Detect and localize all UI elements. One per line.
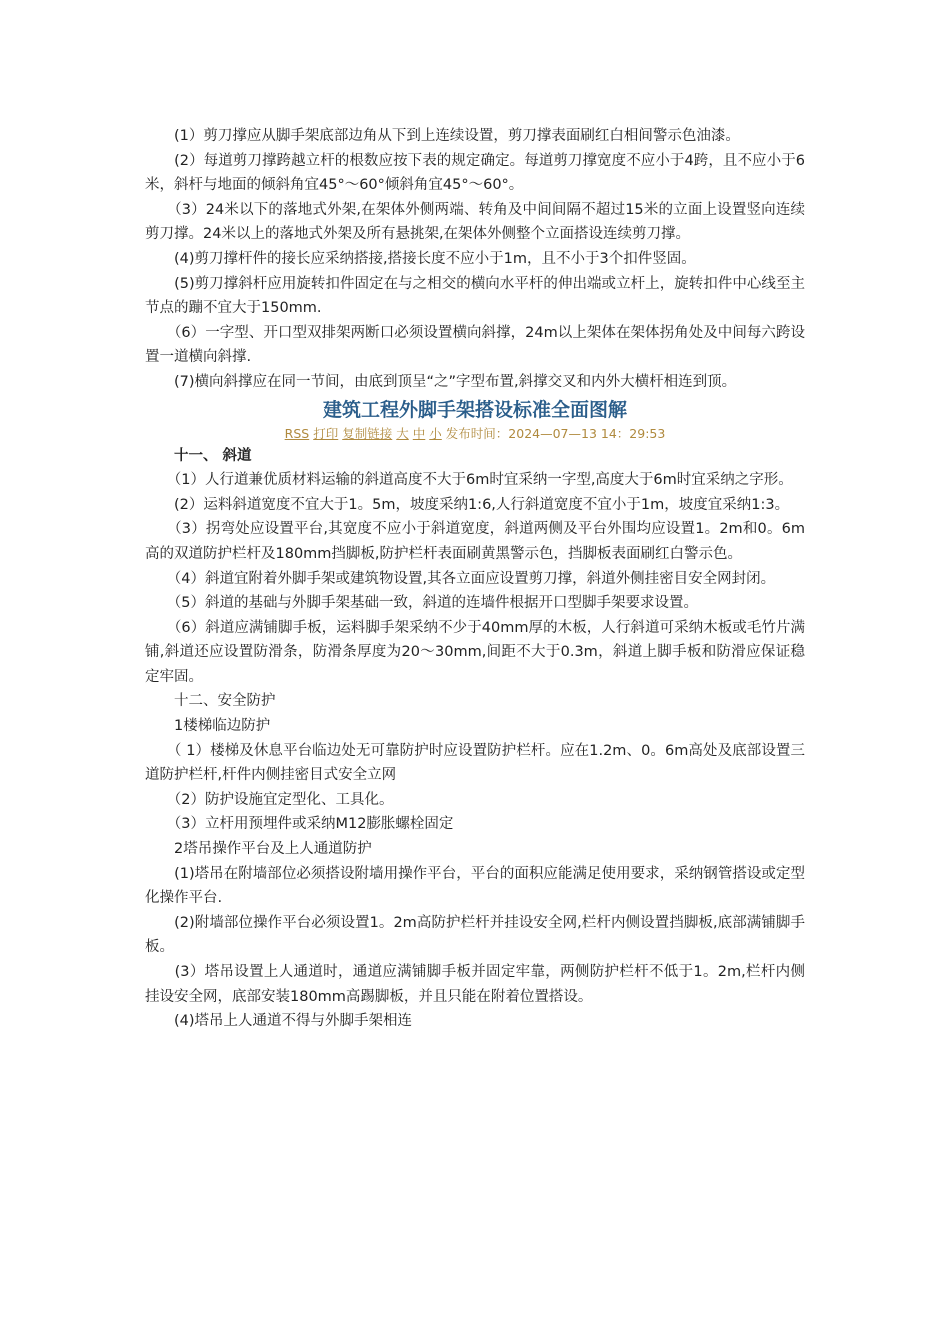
paragraph: （2）防护设施宜定型化、工具化。	[145, 791, 394, 808]
paragraph: （1）人行道兼优质材料运输的斜道高度不大于6m时宜采纳一字型,高度大于6m时宜采纳之字形。	[145, 472, 793, 489]
paragraph: （3）拐弯处应设置平台,其宽度不应小于斜道宽度，斜道两侧及平台外围均应设置1。2m和0。6m高的双道防护栏杆及180mm挡脚板,防护栏杆表面刷黄黑警示色，挡脚板表面刷红白警示色。	[145, 521, 805, 562]
paragraph: (4)塔吊上人通道不得与外脚手架相连	[145, 1013, 413, 1030]
font-medium-link[interactable]: 中	[412, 425, 426, 441]
paragraph: （5）斜道的基础与外脚手架基础一致，斜道的连墙件根据开口型脚手架要求设置。	[145, 595, 698, 612]
paragraph: 1楼梯临边防护	[145, 718, 271, 735]
paragraph: (2）每道剪刀撑跨越立杆的根数应按下表的规定确定。每道剪刀撑宽度不应小于4跨，且不应小于6米，斜杆与地面的倾斜角宜45°～60°倾斜角宜45°～60°。	[145, 152, 805, 194]
section-ramp-and-protection	[145, 468, 805, 1034]
paragraph: （6）斜道应满铺脚手板，运料脚手架采纳不少于40mm厚的木板，人行斜道可采纳木板或毛竹片满铺,斜道还应设置防滑条，防滑条厚度为20～30mm,间距不大于0.3m，斜道上脚手板和防滑应保证稳定牢固。	[145, 619, 805, 685]
paragraph: （4）斜道宜附着外脚手架或建筑物设置,其各立面应设置剪刀撑，斜道外侧挂密目安全网封闭。	[145, 570, 776, 587]
paragraph: (2)附墙部位操作平台必须设置1。2m高防护栏杆并挂设安全网,栏杆内侧设置挡脚板,底部满铺脚手板。	[145, 914, 805, 956]
article-title: 建筑工程外脚手架搭设标准全面图解	[322, 398, 627, 421]
section-heading: 十一、 斜道	[145, 447, 252, 464]
copy-link-link[interactable]: 复制链接	[342, 425, 393, 441]
section-scissor-brace	[145, 124, 805, 395]
document-page	[145, 124, 805, 1034]
paragraph: (7)横向斜撑应在同一节间，由底到顶呈“之”字型布置,斜撑交叉和内外大横杆相连到顶。	[145, 373, 737, 390]
print-link[interactable]: 打印	[313, 425, 339, 441]
publish-time: 发布时间：2024—07—13 14：29:53	[445, 425, 666, 441]
paragraph: (1）剪刀撑应从脚手架底部边角从下到上连续设置，剪刀撑表面刷红白相间警示色油漆。	[145, 128, 740, 144]
paragraph: 2塔吊操作平台及上人通道防护	[145, 841, 372, 858]
paragraph: (2）运料斜道宽度不宜大于1。5m，坡度采纳1:6,人行斜道宽度不宜小于1m，坡度宜采纳1:3。	[145, 496, 790, 513]
paragraph: (5)剪刀撑斜杆应用旋转扣件固定在与之相交的横向水平杆的伸出端或立杆上，旋转扣件中心线至主节点的蹦不宜大于150mm.	[145, 275, 805, 317]
paragraph: （3）24米以下的落地式外架,在架体外侧两端、转角及中间间隔不超过15米的立面上设置竖向连续剪刀撑。24米以上的落地式外架及所有悬挑架,在架体外侧整个立面搭设连续剪刀撑。	[145, 201, 805, 243]
article-meta	[145, 424, 805, 444]
paragraph: (4)剪刀撑杆件的接长应采纳搭接,搭接长度不应小于1m，且不小于3个扣件竖固。	[145, 250, 696, 267]
rss-link[interactable]: RSS	[284, 425, 310, 441]
paragraph: (3）塔吊设置上人通道时，通道应满铺脚手板并固定牢靠，两侧防护栏杆不低于1。2m,栏杆内侧挂设安全网，底部安装180mm高踢脚板，并且只能在附着位置搭设。	[145, 964, 805, 1005]
paragraph: （ 1）楼梯及休息平台临边处无可靠防护时应设置防护栏杆。应在1.2m、0。6m高处及底部设置三道防护栏杆,杆件内侧挂密目式安全立网	[145, 742, 805, 784]
paragraph: （6）一字型、开口型双排架两断口必须设置横向斜撑，24m以上架体在架体拐角处及中间每六跨设置一道横向斜撑.	[145, 324, 805, 366]
paragraph: (1)塔吊在附墙部位必须搭设附墙用操作平台，平台的面积应能满足使用要求，采纳钢管搭设或定型化操作平台.	[145, 865, 805, 907]
paragraph: （3）立杆用预埋件或采纳M12膨胀螺栓固定	[145, 816, 454, 833]
paragraph: 十二、安全防护	[145, 693, 276, 710]
font-small-link[interactable]: 小	[429, 425, 442, 441]
font-large-link[interactable]: 大	[396, 425, 409, 441]
